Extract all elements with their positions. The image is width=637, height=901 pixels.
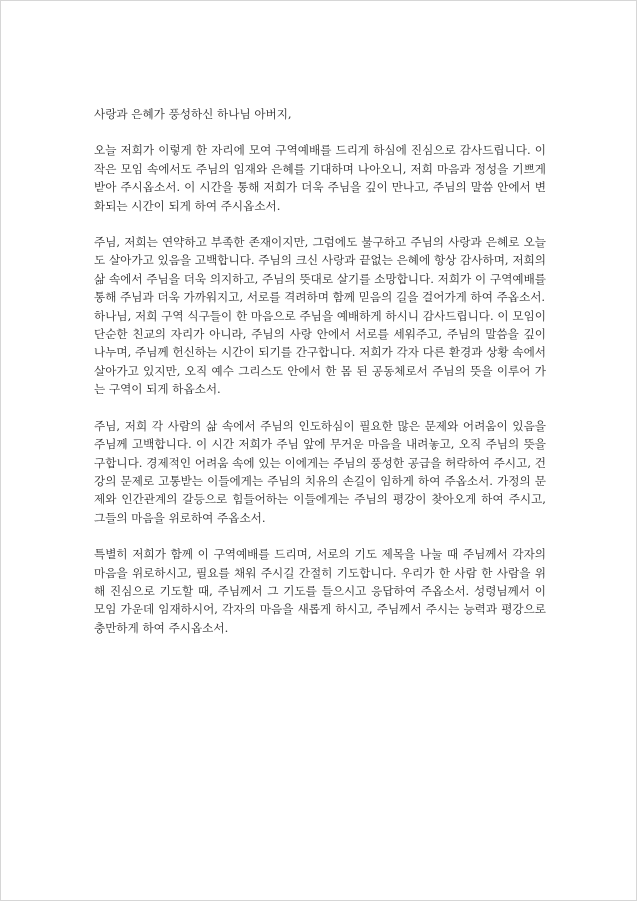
paragraph-2: 주님, 저희는 연약하고 부족한 존재이지만, 그럼에도 불구하고 주님의 사랑과 은혜로 오늘도 살아가고 있음을 고백합니다. 주님의 크신 사랑과 끝없는 은혜에 항상 감사하며, 저희의 삶 속에서 주님을 더욱 의지하고, 주님의 뜻대로 살기를 소망합니다. 저희가 이 구역예배를 통해 주님과 더욱 가까워지고, 서로를 격려하며 함께 믿음의 길을 걸어가게 하여 주옵소서. — [94, 235, 546, 305]
paragraph-1: 오늘 저희가 이렇게 한 자리에 모여 구역예배를 드리게 하심에 진심으로 감사드립니다. 이 작은 모임 속에서도 주님의 임재와 은혜를 기대하며 나아오니, 저희 마음과 정성을 기쁘게 받아 주시옵소서. 이 시간을 통해 저희가 더욱 주님을 깊이 만나고, 주님의 말씀 안에서 변화되는 시간이 되게 하여 주시옵소서. — [94, 143, 546, 213]
paragraph-5: 특별히 저희가 함께 이 구역예배를 드리며, 서로의 기도 제목을 나눌 때 주님께서 각자의 마음을 위로하시고, 필요를 채워 주시길 간절히 기도합니다. 우리가 한 사람 한 사람을 위해 진심으로 기도할 때, 주님께서 그 기도를 들으시고 응답하여 주옵소서. 성령님께서 이 모임 가운데 임재하시어, 각자의 마음을 새롭게 하시고, 주님께서 주시는 능력과 평강으로 충만하게 하여 주시옵소서. — [94, 547, 546, 635]
document-body — [94, 105, 546, 637]
paragraph-4: 주님, 저희 각 사람의 삶 속에서 주님의 인도하심이 필요한 많은 문제와 어려움이 있음을 주님께 고백합니다. 이 시간 저희가 주님 앞에 무거운 마음을 내려놓고, 오직 주님의 뜻을 구합니다. 경제적인 어려움 속에 있는 이에게는 주님의 풍성한 공급을 허락하여 주시고, 건강의 문제로 고통받는 이들에게는 주님의 치유의 손길이 임하게 하여 주옵소서. 가정의 문제와 인간관계의 갈등으로 힘들어하는 이들에게는 주님의 평강이 찾아오게 하여 주시고, 그들의 마음을 위로하여 주옵소서. — [94, 418, 546, 525]
paragraph-3: 하나님, 저희 구역 식구들이 한 마음으로 주님을 예배하게 하시니 감사드립니다. 이 모임이 단순한 친교의 자리가 아니라, 주님의 사랑 안에서 서로를 세워주고, 주님의 말씀을 깊이 나누며, 주님께 헌신하는 시간이 되기를 간구합니다. 저희가 각자 다른 환경과 상황 속에서 살아가고 있지만, 오직 예수 그리스도 안에서 한 몸 된 공동체로서 주님의 뜻을 이루어 가는 구역이 되게 하옵소서. — [94, 308, 546, 397]
greeting-line: 사랑과 은혜가 풍성하신 하나님 아버지, — [94, 107, 292, 121]
